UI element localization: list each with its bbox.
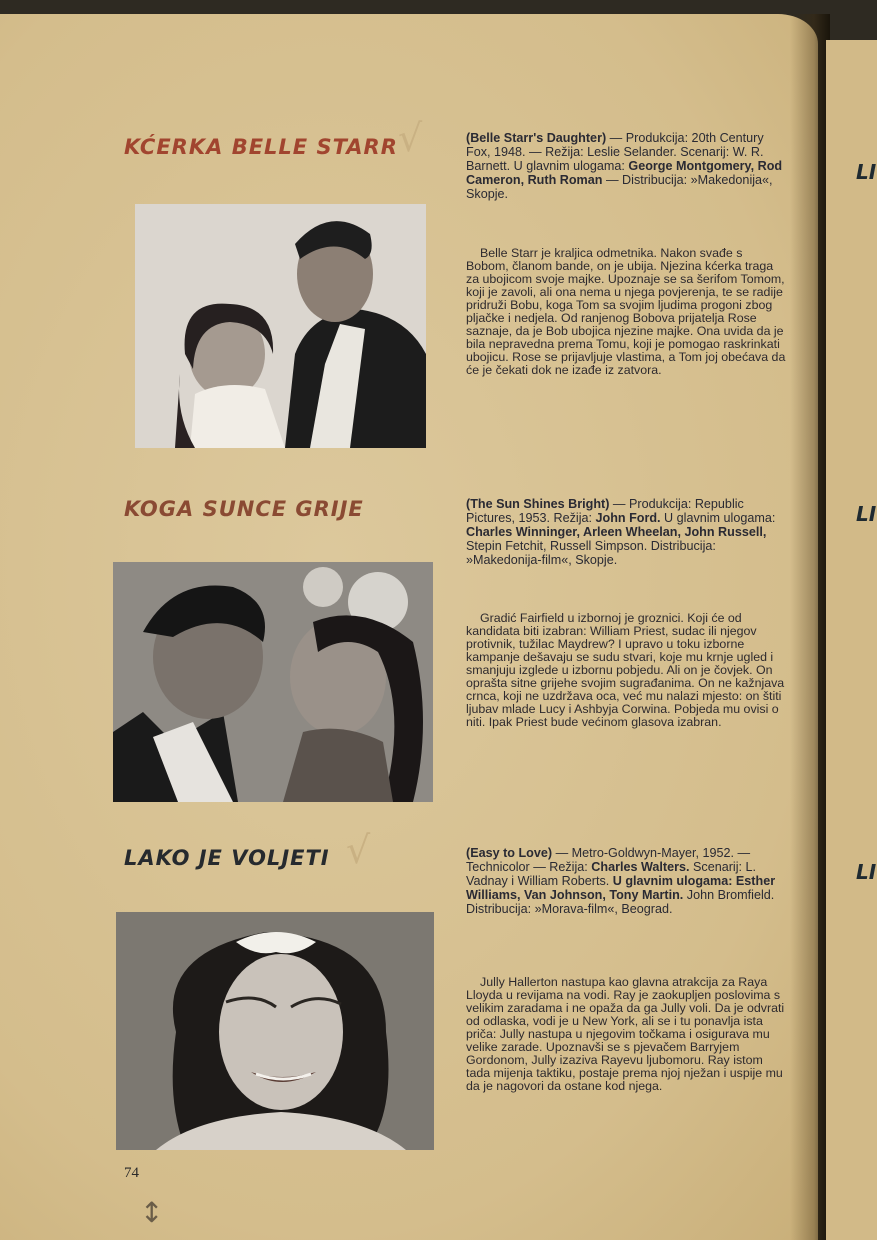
adjacent-page-heading-fragment: LI xyxy=(856,502,877,526)
film-credits xyxy=(466,131,788,201)
cast-names: George Montgomery, Rod Cameron, Ruth Roman xyxy=(466,159,783,187)
credits-text: U glavnim ulogama: xyxy=(660,511,776,525)
adjacent-page-edge xyxy=(826,40,877,1240)
film-synopsis: Jully Hallerton nastupa kao glavna atrakcija za Raya Lloyda u revijama na vodi. Ray je zaokupljen poslovima s velikim zaradama i ne opaža da ga Jully voli. Da je odvrati od odlaska, vodi je u New York, ali se i tu ponavlja ista priča: Jully nastupa u njegovim točkama i osigurava mu velike zarade. Upoznavši se s pjevačem Barryjem Gordonom, Jully izaziva Rayevu ljubomoru. Ray istom tada mijenja taktiku, postaje prema njoj nježan i uspije mu da je nagovori da ostane kod njega. xyxy=(466,975,785,1093)
credits-text: — Metro-Goldwyn-Mayer, 1952. — Technicolor — Režija: xyxy=(466,846,751,874)
film-still-photo xyxy=(135,204,426,448)
cast-names: U glavnim ulogama: Esther Williams, Van Johnson, Tony Martin. xyxy=(466,874,776,902)
cast-names: Charles Winninger, Arleen Wheelan, John Russell, xyxy=(466,525,767,539)
distribution-text: — Distribucija: »Makedonija«, Skopje. xyxy=(466,173,773,201)
checkmark-icon: √ xyxy=(398,116,423,160)
director-name: Charles Walters. xyxy=(591,860,690,874)
film-title: KĆERKA BELLE STARR xyxy=(124,135,398,159)
original-title: (Belle Starr's Daughter) xyxy=(466,131,607,145)
film-still-photo xyxy=(116,912,434,1150)
film-synopsis: Belle Starr je kraljica odmetnika. Nakon svađe s Bobom, članom bande, on je ubija. Njezina kćerka traga za ubojicom svoje majke. Upoznaje se sa šerifom Tomom, koji je zavoli, ali ona nema u njega povjerenja, te se radije pridruži Bobu, koga Tom sa svojim ljudima progoni zbog pljačke i nedjela. Od ranjenog Bobova prijatelja Rose saznaje, da je Bob ubojica njezine majke. Ona uvida da je bila nepravedna prema Tomu, koji je pomogao raskrinkati ubojicu. Rose se prijavljuje vlastima, a Tom joj obećava da će je čekati dok ne izađe iz zatvora. xyxy=(466,246,786,377)
checkmark-icon: √ xyxy=(346,828,371,872)
credits-text: — Produkcija: Republic Pictures, 1953. Režija: xyxy=(466,497,744,525)
page-number: 74 xyxy=(124,1165,139,1181)
adjacent-page-heading-fragment: LI xyxy=(856,860,877,884)
film-credits xyxy=(466,846,788,916)
film-credits xyxy=(466,497,788,567)
original-title: (The Sun Shines Bright) xyxy=(466,497,610,511)
page-gutter-shadow xyxy=(790,14,830,1240)
film-still-photo xyxy=(113,562,433,802)
film-title: KOGA SUNCE GRIJE xyxy=(124,497,364,521)
distribution-text: John Bromfield. Distribucija: »Morava-film«, Beograd. xyxy=(466,888,775,916)
original-title: (Easy to Love) xyxy=(466,846,553,860)
distribution-text: Stepin Fetchit, Russell Simpson. Distribucija: »Makedonija-film«, Skopje. xyxy=(466,539,716,567)
pencil-arrow-mark-icon: ↕ xyxy=(140,1196,164,1229)
film-synopsis: Gradić Fairfield u izbornoj je groznici. Koji će od kandidata biti izabran: William Priest, sudac ili njegov protivnik, tužilac Maydrew? I upravo u toku izborne kampanje dešavaju se sudu stvari, koje mu krnje ugled i smanjuju izglede u izbornu pobjedu. Ali on je čovjek. On oprašta sitne grijehe svojim sugrađanima. On ne kažnjava crnca, koji ne uzdržava oca, već mu nalazi mjesto: on štiti ljubav mlade Lucy i Ashbyja Corwina. Pobjeda mu ovisi o niti. Ipak Priest bude većinom glasova izabran. xyxy=(466,611,785,729)
credits-text: — Produkcija: 20th Century Fox, 1948. — Režija: Leslie Selander. Scenarij: W. R. Barnett. U glavnim ulogama: xyxy=(466,131,764,173)
credits-text: Scenarij: L. Vadnay i William Roberts. xyxy=(466,860,757,888)
adjacent-page-heading-fragment: LI xyxy=(856,160,877,184)
film-title: LAKO JE VOLJETI xyxy=(124,846,330,870)
director-name: John Ford. xyxy=(595,511,661,525)
